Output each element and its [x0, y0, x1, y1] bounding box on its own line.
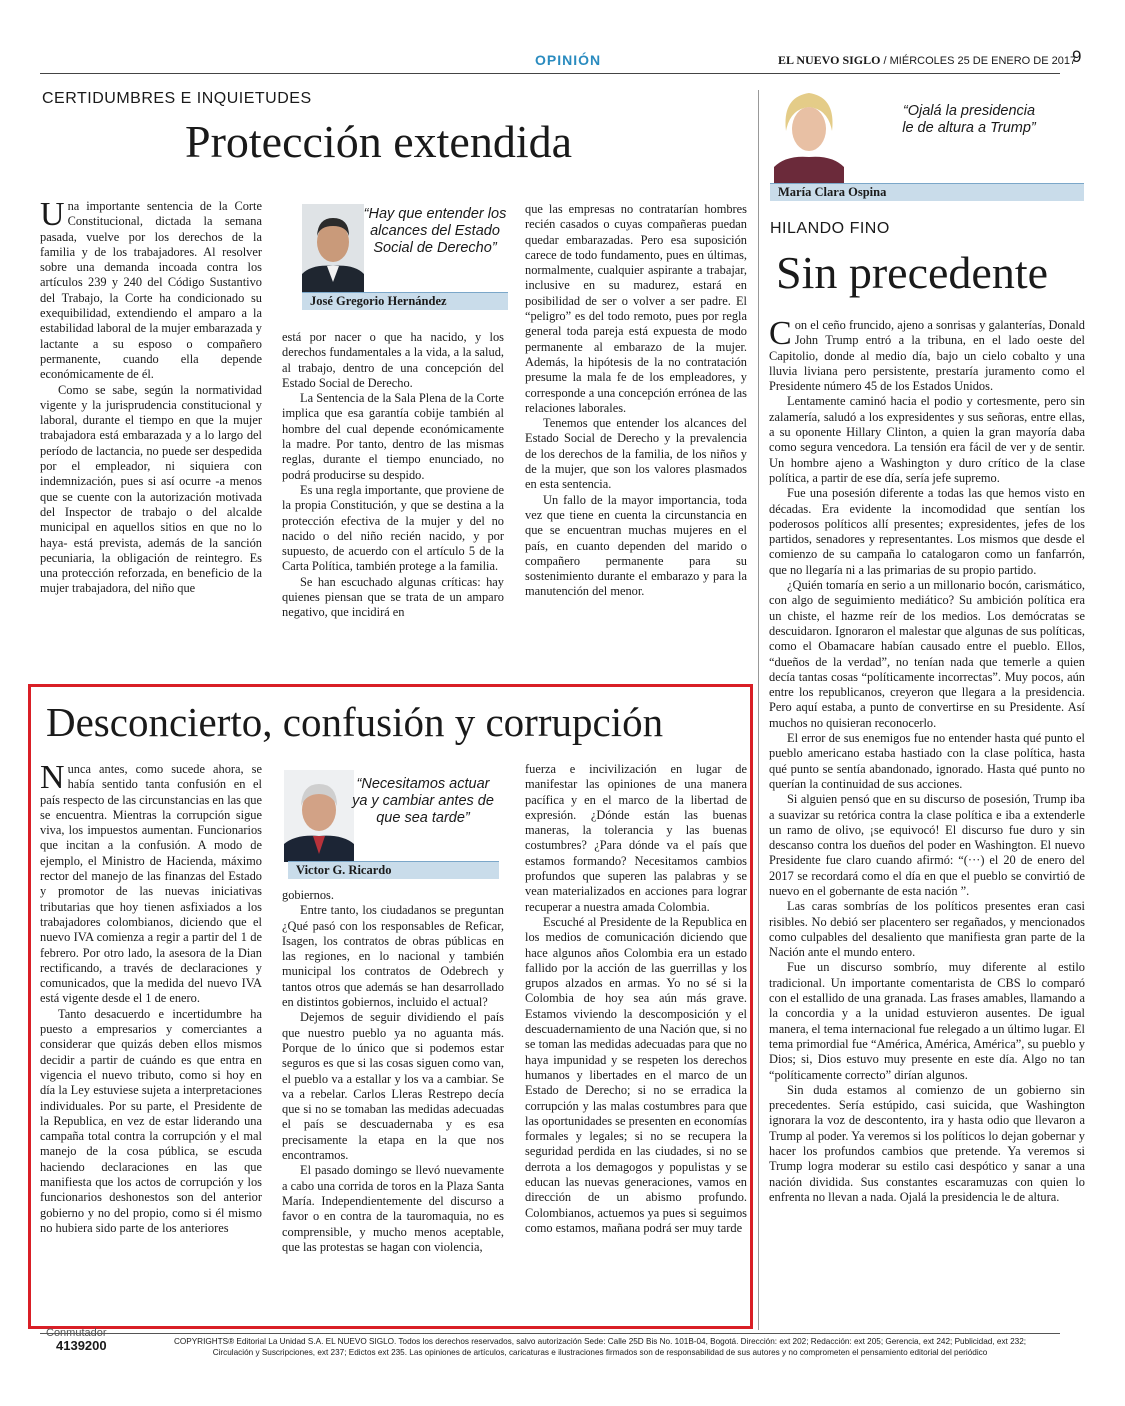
portrait-woman-icon	[770, 83, 848, 183]
author-photo	[302, 204, 364, 292]
paragraph: Escuché al Presidente de la Republica en los medios de comunicación diciendo que hace algunos años Colombia era un estado fallido por la acción de las guerrillas y los grupos alzados en armas. Yo no sé si la Colombia de hoy sea aún más grave. Estamos viviendo la descomposición y el descuadernamiento de una Nación que, si no se toman las medidas adecuadas para que no haya impunidad y se respeten los derechos humanos y libertades en el marco de un Estado de Derecho; si no se erradica la corrupción y las malas costumbres para que las oportunidades se presenten en economías formales y legales; si no se recupera la seguridad perdida en las ciudades, si no se derrota a los demagogos y populistas y se educan las nuevas generaciones, vamos en dirección de un abismo profundo. Colombianos, actuemos ya pues si seguimos como estamos, mañana podrá ser muy tarde	[525, 914, 747, 1235]
paragraph: Lentamente caminó hacia el podio y cortesmente, pero sin zalamería, saludó a los expresidentes y sus señoras, entre ellas, a su oponente Hillary Clinton, a quien la gran mayoría daba como segura vencedora. La tensión era fácil de ver y de sentir. Un hombre ajeno a Washington y duro crítico de la clase política, a partir de ese día, sería jefe supremo.	[769, 394, 1085, 485]
paragraph-text: na importante sentencia de la Corte Constitucional, dictada la semana pasada, vuelve por los derechos de la familia y de los trabajadores. Al resolver sobre una demanda incoada contra los artículos 239 y 240 del Código Sustantivo del Trabajo, la Corte ha condicionado su exequibilidad, extendiendo el amparo a la estabilidad laboral de la mujer embarazada y lactante a su esposo o compañero permanente, cuando ella depende económicamente de él.	[40, 199, 262, 382]
paragraph: Un fallo de la mayor importancia, toda vez que tiene en cuenta la circunstancia en que se encuentran muchas mujeres en el país, en cuanto dependen del marido o compañero permanente para su sostenimiento durante el embarazo y para la manutención del menor.	[525, 492, 747, 599]
paragraph	[40, 199, 262, 383]
footer-rule	[40, 1333, 1060, 1334]
article1-title: Protección extendida	[185, 116, 573, 167]
column-divider	[758, 90, 759, 1330]
newspaper-name: EL NUEVO SIGLO	[778, 53, 881, 67]
article3-quote: “Necesitamos actuar ya y cambiar antes de que sea tarde”	[352, 776, 494, 826]
article1-author: José Gregorio Hernández	[302, 292, 508, 310]
article1-column-2	[282, 330, 504, 660]
article2-title: Sin precedente	[776, 247, 1049, 298]
paragraph: Las caras sombrías de los políticos presentes eran casi risibles. No debió ser placentero ser regañados, y mencionados como culpables del desaliento que manifiesta gran parte de la Nación ante el mundo entero.	[769, 899, 1085, 960]
paragraph: La Sentencia de la Sala Plena de la Corte implica que esa garantía cobije también al hombre del cual depende económicamente la madre. Por tanto, dentro de las mismas reglas, durante el tiempo enunciado, no podrá producirse su despido.	[282, 391, 504, 482]
paragraph: El error de sus enemigos fue no entender hasta qué punto el pueblo americano estaba hastiado con la clase política, hasta qué punto se sentía abandonado, ignorado. Hasta qué punto no querían la continuidad de sus acciones.	[769, 731, 1085, 791]
drop-cap: U	[40, 199, 65, 233]
article3-title: Desconcierto, confusión y corrupción	[46, 699, 664, 745]
article2-author-box	[770, 83, 1086, 205]
paragraph: Tanto desacuerdo e incertidumbre ha puesto a empresarios y comerciantes a considerar que quizás deben ellos mismos decidir a partir de cuándo es que entra en vigencia el nuevo tributo, como si hoy en día la Ley estuviese sujeta a interpretaciones individuales. Por su parte, el Presidente de la Republica, en vez de estar liderando una campaña total contra la corrupción y el mal manejo de la cosa pública, se escuda haciendo declaraciones en las que manifiesta que los actos de corrupción y los funcionarios deshonestos son del anterior gobierno y no del propio, como si él mismo no hubiera sido parte de los anteriores	[40, 1006, 262, 1235]
author-photo	[284, 770, 354, 862]
article3-author-box	[284, 770, 499, 878]
paragraph: gobiernos.	[282, 888, 334, 902]
article2-author: María Clara Ospina	[770, 183, 1084, 201]
paragraph-text: unca antes, como sucede ahora, se había sentido tanta confusión en el país respecto de las circunstancias en las que se encuentra. Mientras la corrupción sigue viva, los impuestos aumentan. Funcionarios que incitan a la confusión. A modo de ejemplo, el Ministro de Hacienda, máximo rector del manejo de las finanzas del Estado y promotor de las nuevas iniciativas tributarias que hoy tienen asfixiados a los trabajadores colombianos, diciendo que el nuevo IVA comienza a regir a partir del 1 de febrero. Por otro lado, la asesora de la Dian rectificando, a través de declaraciones y comunicados, que la medida del nuevo IVA está vigente desde el 1 de enero.	[40, 762, 262, 1006]
paragraph: Dejemos de seguir dividiendo el país que nuestro pueblo ya no aguanta más. Porque de lo único que si podemos estar seguros es que si las cosas siguen como van, el pueblo va a estallar y los va a cambiar. Se va a rebelar. Carlos Lleras Restrepo decía que si no se tomaban las medidas adecuadas el país se descuadernaba y es esa precisamente la etapa en la que nos encontramos.	[282, 1010, 504, 1163]
paragraph: fuerza e incivilización en lugar de manifestar las opiniones de una manera pacífica y en el marco de la libertad de expresión. ¿Dónde están las buenas maneras, la tolerancia y las buenas costumbres? ¿Para dónde va el país que estamos formando? Necesitamos cambios profundos que superen las palabras y se vean materializados en acciones para lograr recuperar a nuestra amada Colombia.	[525, 762, 747, 914]
paragraph: ¿Quién tomaría en serio a un millonario bocón, carismático, con algo de seguimiento mediático? Su ambición política era un chiste, el hazme reír de los medios. Los demócratas se descuidaron. Ignoraron el malestar que algunas de sus políticas, como el Obamacare habían causado entre el pueblo. Ellos, “dueños de la verdad”, no tenían nada que temerle a quien decía tantas cosas “políticamente incorrectas”. Muy pocos, aún entre los republicanos, creyeron que llegara a la presidencia. Pero aquí estaba, a punto de convertirse en su Presidente. Así muchos no quisieran reconocerlo.	[769, 578, 1085, 730]
paragraph: Tenemos que entender los alcances del Estado Social de Derecho y la prevalencia de los derechos de la familia, de los niños y de la mujer, que son los valores plasmados en esta sentencia.	[525, 416, 747, 492]
article3-column-2	[282, 888, 504, 1322]
switchboard-label: Conmutador	[46, 1327, 107, 1339]
paragraph: Fue una posesión diferente a todas las que hemos visto en décadas. Era evidente la incomodidad que sentían los poderosos políticos allí presentes; expresidentes, jefes de los partidos, senadores y representantes. Los mismos que desde el comienzo de su campaña lo catalogaron como un fanfarrón, que no llegaría ni a las primarias de su propio partido.	[769, 486, 1085, 577]
portrait-man-icon	[302, 204, 364, 292]
article2-kicker: HILANDO FINO	[770, 220, 890, 237]
paragraph: El pasado domingo se llevó nuevamente a cabo una corrida de toros en la Plaza Santa María. Independientemente del discurso a favor o en contra de la tauromaquia, no es comprensible, y mucho menos aceptable, que las protestas se hagan con violencia,	[282, 1163, 504, 1254]
paragraph: Es una regla importante, que proviene de la propia Constitución, y que se destina a la protección efectiva de la mujer y del no nacido o del niño recién nacido, y por supuesto, de acuerdo con el artículo 5 de la Carta Política, también protege a la familia.	[282, 482, 504, 574]
article3-column-1	[40, 762, 262, 1322]
paragraph: Fue un discurso sombrío, muy diferente al estilo tradicional. Un importante comentarista de CBS lo comparó con el estallido de una granada. Las frases amables, llamando a la concordia y a la unidad estuvieron ausentes. De igual manera, el tema internacional fue relegado a un último lugar. El tema primordial fue “América, América, América”, su pueblo y Dios; si, Dios estuvo muy presente en este día. Algo no tan “políticamente correcto” dirían algunos.	[769, 960, 1085, 1082]
article1-column-3	[525, 202, 747, 662]
paragraph	[40, 762, 262, 1007]
portrait-man-icon	[284, 770, 354, 862]
article2-column	[769, 318, 1085, 1320]
article1-author-box	[302, 204, 510, 308]
paragraph	[769, 318, 1085, 394]
paragraph: Entre tanto, los ciudadanos se preguntan ¿Qué pasó con los responsables de Reficar, Isagen, los contratos de obras públicas en las regiones, en lo nacional y también municipal los contratos de Odebrech y tantos otros que además se han desarrollado en distintos gobiernos, incluido el actual?	[282, 903, 504, 1010]
page-number: 9	[1072, 47, 1082, 66]
section-label: OPINIÓN	[535, 52, 602, 68]
author-photo	[770, 83, 848, 183]
paragraph: Sin duda estamos al comienzo de un gobierno sin precedentes. Sería estúpido, casi suicida, que Washington ignorara la voz de descontento, ira y hasta odio que llevaron a Trump al poder. Ya veremos si los políticos lo dejan gobernar y hacer los profundos cambios que pretende. Ya veremos si Trump logra moderar su estilo casi despótico y sanar a una nación dividida. Sus constantes escaramuzas con quien lo enfrenta no llevan a nada. Ojalá la presidencia le de altura.	[769, 1082, 1085, 1204]
drop-cap: N	[40, 762, 65, 796]
article3-author: Victor G. Ricardo	[288, 861, 499, 879]
article1-kicker: CERTIDUMBRES E INQUIETUDES	[42, 90, 312, 107]
masthead: EL NUEVO SIGLO / MIÉRCOLES 25 DE ENERO DE 2017	[778, 53, 1077, 67]
issue-date: MIÉRCOLES 25 DE ENERO DE 2017	[889, 55, 1077, 67]
paragraph: Se han escuchado algunas críticas: hay quienes piensan que se trata de un amparo negativo, que incidirá en	[282, 574, 504, 620]
article2-quote: “Ojalá la presidencia le de altura a Trump”	[902, 103, 1036, 136]
footer-copyright: COPYRIGHTS® Editorial La Unidad S.A. EL NUEVO SIGLO. Todos los derechos reservados, salvo autorización Sede: Calle 25D Bis No. 101B-04, Bogotá. Dirección: ext 202; Redacción: ext 205; Gerencia, ext 242; Publicidad, ext 232;	[173, 1337, 1027, 1346]
header-rule	[40, 73, 1060, 74]
paragraph: Si alguien pensó que en su discurso de posesión, Trump iba a suavizar su retórica contra la clase política e iba a extenderle un ramo de olivo, ¡se equivocó! El discurso fue duro y sin descanso contra los dueños del poder en Washington. El nuevo Presidente fue claro cuando afirmó: “(···) el 20 de enero del 2017 se recordará como el día en que el pueblo se convirtió de nuevo en el gobernante de esta nación ”.	[769, 792, 1085, 898]
paragraph: que las empresas no contratarían hombres recién casados o cuyas compañeras puedan quedar embarazadas. Pero esa suposición carece de todo fundamento, pues en últimas, normalmente, cualquier aspirante a trabajar, inclusive en su madurez, estará en posibilidad de ser o volver a ser padre. El “peligro” es del todo remoto, pues por regla general toda pareja está expuesta de modo permanente al embarazo de la mujer. Además, la hipótesis de la no contratación presume la mala fe de los empleadores, y corresponde a una concepción errónea de las relaciones laborales.	[525, 202, 747, 415]
article1-quote: “Hay que entender los alcances del Estado Social de Derecho”	[363, 206, 507, 256]
switchboard-number: 4139200	[56, 1338, 107, 1353]
drop-cap: C	[769, 318, 792, 352]
footer-notice: Circulación y Suscripciones, ext 237; Edictos ext 235. Las opiniones de artículos, caricaturas e ilustraciones firmados son de responsabilidad de sus autores y no comprometen el pensamiento editorial del periódico	[212, 1348, 988, 1357]
article3-column-3	[525, 762, 747, 1322]
paragraph: está por nacer o que ha nacido, y los derechos fundamentales a la vida, a la salud, al trabajo, dentro de una concepción del Estado Social de Derecho.	[282, 330, 504, 390]
article1-column-1	[40, 199, 262, 661]
paragraph: Como se sabe, según la normatividad vigente y la jurisprudencia constitucional y laboral, durante el tiempo en que la mujer trabajadora está embarazada y a lo largo del período de lactancia, no puede ser despedida por el empleador, ni siquiera con indemnización, pues si así ocurre -a menos que se cuente con la autorización motivada del Inspector de trabajo o del alcalde municipal en aquellos sitios en que no lo haya- está prevista, además de la sanción pecuniaria, la obligación de reintegro. Es una protección reforzada, en beneficio de la mujer trabajadora, del niño que	[40, 382, 262, 596]
paragraph-text: on el ceño fruncido, ajeno a sonrisas y galanterías, Donald John Trump entró a la tribuna, en el lado oeste del Capitolio, donde al medio día, bajo un cielo cobalto y una lluvia liviana pero persistente, prestaría juramento como el Presidente número 45 de los Estados Unidos.	[769, 318, 1085, 394]
